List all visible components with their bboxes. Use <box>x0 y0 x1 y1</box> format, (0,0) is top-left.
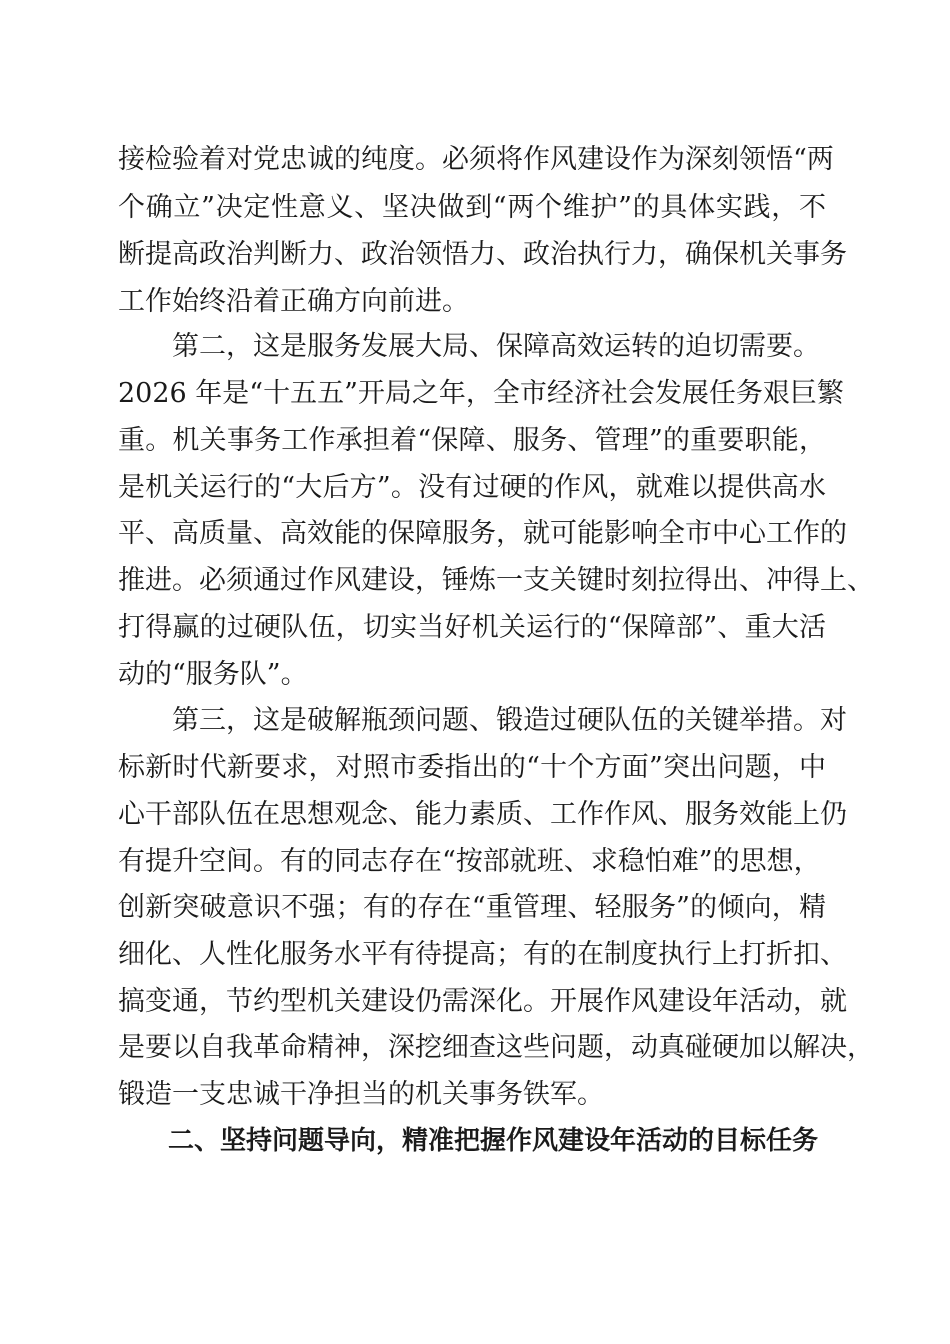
paragraph-2-line-3: 重。机关事务工作承担着“保障、服务、管理”的重要职能， <box>118 425 826 456</box>
paragraph-3-line-3: 心干部队伍在思想观念、能力素质、工作作风、服务效能上仍 <box>118 799 847 830</box>
paragraph-2-line-6: 推进。必须通过作风建设，锤炼一支关键时刻拉得出、冲得上、 <box>118 565 874 596</box>
paragraph-2-line-5: 平、高质量、高效能的保障服务，就可能影响全市中心工作的 <box>118 518 847 549</box>
paragraph-2-line-2: 2026 年是“十五五”开局之年，全市经济社会发展任务艰巨繁 <box>118 378 844 409</box>
paragraph-3-line-1: 第三，这是破解瓶颈问题、锻造过硬队伍的关键举措。对 <box>172 705 847 736</box>
paragraph-3-line-9: 锻造一支忠诚干净担当的机关事务铁军。 <box>118 1079 604 1110</box>
paragraph-2-line-7: 打得赢的过硬队伍，切实当好机关运行的“保障部”、重大活 <box>118 612 826 643</box>
paragraph-1-line-2: 个确立”决定性意义、坚决做到“两个维护”的具体实践，不 <box>118 192 826 223</box>
paragraph-1-line-1: 接检验着对党忠诚的纯度。必须将作风建设作为深刻领悟“两 <box>118 144 834 175</box>
paragraph-3-line-5: 创新突破意识不强；有的存在“重管理、轻服务”的倾向，精 <box>118 892 826 923</box>
paragraph-2-line-4: 是机关运行的“大后方”。没有过硬的作风，就难以提供高水 <box>118 472 826 503</box>
paragraph-3-line-6: 细化、人性化服务水平有待提高；有的在制度执行上打折扣、 <box>118 939 847 970</box>
section-heading: 二、坚持问题导向，精准把握作风建设年活动的目标任务 <box>168 1126 819 1156</box>
paragraph-1-line-3: 断提高政治判断力、政治领悟力、政治执行力，确保机关事务 <box>118 239 847 270</box>
paragraph-3-line-2: 标新时代新要求，对照市委指出的“十个方面”突出问题，中 <box>118 752 826 783</box>
paragraph-1-line-4: 工作始终沿着正确方向前进。 <box>118 286 469 317</box>
paragraph-3-line-4: 有提升空间。有的同志存在“按部就班、求稳怕难”的思想， <box>118 846 821 877</box>
paragraph-2-line-8: 动的“服务队”。 <box>118 659 308 690</box>
paragraph-3-line-7: 搞变通，节约型机关建设仍需深化。开展作风建设年活动，就 <box>118 986 847 1017</box>
paragraph-2-line-1: 第二，这是服务发展大局、保障高效运转的迫切需要。 <box>172 331 820 362</box>
paragraph-3-line-8: 是要以自我革命精神，深挖细查这些问题，动真碰硬加以解决， <box>118 1032 874 1063</box>
